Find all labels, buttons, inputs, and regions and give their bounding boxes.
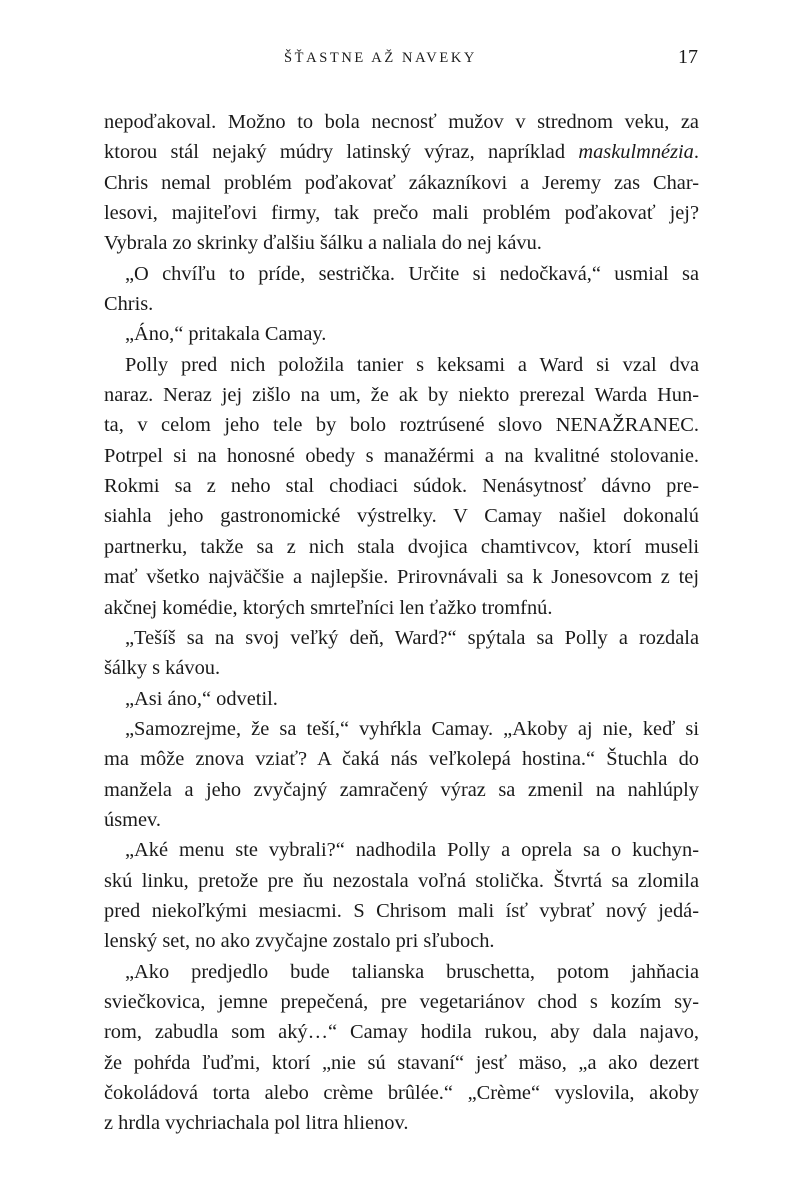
- text-line: mať všetko najväčšie a najlepšie. Prirovnávali sa k Jonesovcom z tej: [104, 566, 699, 589]
- text-line: šálky s kávou.: [104, 657, 221, 680]
- text-line: ma môže znova vziať? A čaká nás veľkolepá hostina.“ Štuchla do: [104, 748, 699, 771]
- text-line: manžela a jeho zvyčajný zamračený výraz sa zmenil na nahlúply: [104, 778, 699, 801]
- text-line: Rokmi sa z neho stal chodiaci súdok. Nenásytnosť dávno pre-: [104, 475, 699, 498]
- text-line: že pohŕda ľuďmi, ktorí „nie sú stavaní“ jesť mäso, „a ako dezert: [104, 1051, 699, 1074]
- text-line: Polly pred nich položila tanier s keksami a Ward si vzal dva: [125, 353, 699, 376]
- text-line: „Samozrejme, že sa teší,“ vyhŕkla Camay. „Akoby aj nie, keď si: [125, 717, 699, 740]
- text-line: Chris nemal problém poďakovať zákazníkovi a Jeremy zas Char-: [104, 171, 699, 194]
- text-line: „O chvíľu to príde, sestrička. Určite si nedočkavá,“ usmial sa: [125, 262, 699, 285]
- text-line: „Asi áno,“ odvetil.: [125, 687, 278, 710]
- text-line: pred niekoľkými mesiacmi. S Chrisom mali ísť vybrať nový jedá-: [104, 899, 699, 922]
- page-number: 17: [678, 46, 698, 68]
- text-line: partnerku, takže sa z nich stala dvojica chamtivcov, ktorí museli: [104, 535, 699, 558]
- text-fragment: ktorou stál nejaký múdry latinský výraz, napríklad: [104, 141, 579, 164]
- text-line: „Ako predjedlo bude talianska bruschetta, potom jahňacia: [125, 960, 699, 983]
- text-line: nepoďakoval. Možno to bola necnosť mužov v strednom veku, za: [104, 111, 699, 133]
- text-line: [104, 137, 699, 167]
- text-line: „Tešíš sa na svoj veľký deň, Ward?“ spýtala sa Polly a rozdala: [125, 626, 699, 649]
- text-line: Potrpel si na honosné obedy s manažérmi a na kvalitné stolovanie.: [104, 444, 699, 467]
- text-line: naraz. Neraz jej zišlo na um, že ak by niekto prerezal Warda Hun-: [104, 384, 699, 407]
- text-line: ta, v celom jeho tele by bolo roztrúsené slovo NENAŽRANEC.: [104, 414, 699, 437]
- text-line: Chris.: [104, 293, 154, 316]
- text-line: lesovi, majiteľovi firmy, tak prečo mali problém poďakovať jej?: [104, 202, 699, 225]
- text-line: rom, zabudla som aký…“ Camay hodila rukou, aby dala najavo,: [104, 1021, 699, 1044]
- text-line: úsmev.: [104, 808, 162, 831]
- text-fragment: .: [693, 141, 699, 164]
- text-line: Vybrala zo skrinky ďalšiu šálku a naliala do nej kávu.: [104, 232, 542, 255]
- text-line: sviečkovica, jemne prepečená, pre vegetariánov chod s kozím sy-: [104, 990, 699, 1013]
- italic-term: maskulmnézia: [578, 141, 694, 164]
- running-title: ŠŤASTNE AŽ NAVEKY: [284, 50, 477, 66]
- body-text: [104, 107, 699, 1139]
- text-line: „Aké menu ste vybrali?“ nadhodila Polly a oprela sa o kuchyn-: [125, 839, 699, 862]
- text-line: „Áno,“ pritakala Camay.: [125, 323, 327, 346]
- text-line: siahla jeho gastronomické výstrelky. V Camay našiel dokonalú: [104, 505, 699, 528]
- text-line: z hrdla vychriachala pol litra hlienov.: [104, 1112, 409, 1135]
- text-line: lenský set, no ako zvyčajne zostalo pri sľuboch.: [104, 930, 495, 953]
- text-line: skú linku, pretože pre ňu nezostala voľná stolička. Štvrtá sa zlomila: [104, 869, 699, 892]
- running-header: [0, 48, 793, 74]
- text-line: čokoládová torta alebo crème brûlée.“ „Crème“ vyslovila, akoby: [104, 1082, 699, 1104]
- text-line: akčnej komédie, ktorých smrteľníci len ťažko tromfnú.: [104, 596, 553, 619]
